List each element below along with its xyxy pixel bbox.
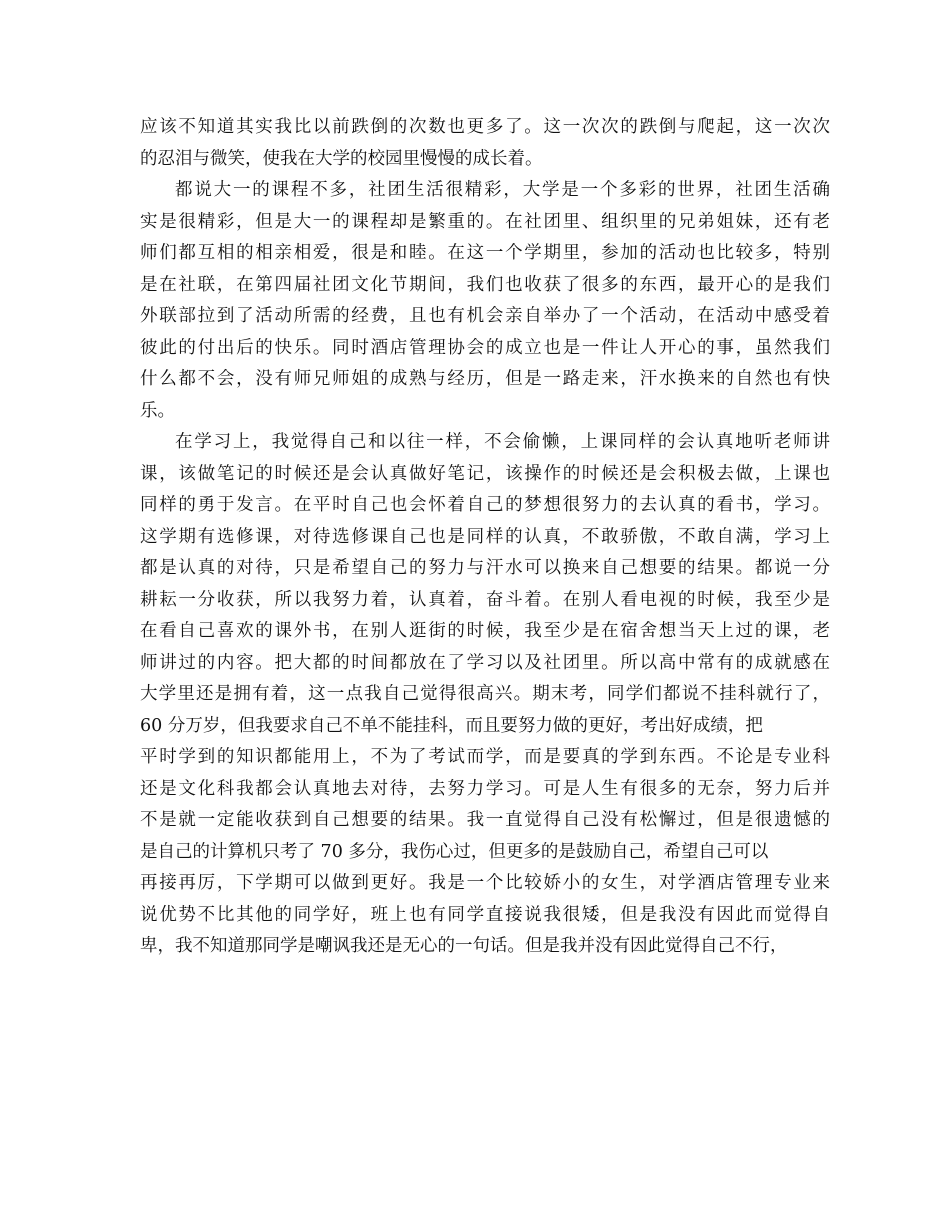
text-line: 在看自己喜欢的课外书，在别人逛街的时候，我至少是在宿舍想当天上过的课，老 <box>140 621 830 641</box>
text-line: 什么都不会，没有师兄师姐的成熟与经历，但是一路走来，汗水换来的自然也有快 <box>140 369 830 389</box>
text-line: 乐。 <box>140 400 175 421</box>
text-line: 同样的勇于发言。在平时自己也会怀着自己的梦想很努力的去认真的看书，学习。 <box>140 495 830 515</box>
text-line: 再接再厉，下学期可以做到更好。我是一个比较娇小的女生，对学酒店管理专业来 <box>140 873 830 893</box>
text-line: 60 分万岁，但我要求自己不单不能挂科，而且要努力做的更好，考出好成绩，把 <box>140 715 763 736</box>
paragraph <box>140 427 830 963</box>
text-line: 不是就一定能收获到自己想要的结果。我一直觉得自己没有松懈过，但是很遗憾的 <box>140 810 830 830</box>
text-line: 这学期有选修课，对待选修课自己也是同样的认真，不敢骄傲，不敢自满，学习上 <box>140 526 830 547</box>
text-line: 说优势不比其他的同学好，班上也有同学直接说我很矮，但是我没有因此而觉得自 <box>140 904 830 925</box>
text-line: 都是认真的对待，只是希望自己的努力与汗水可以换来自己想要的结果。都说一分 <box>140 558 830 578</box>
text-line: 外联部拉到了活动所需的经费，且也有机会亲自举办了一个活动，在活动中感受着 <box>140 306 830 326</box>
document-body <box>140 112 830 963</box>
text-line: 大学里还是拥有着，这一点我自己觉得很高兴。期末考，同学们都说不挂科就行了， <box>140 684 830 704</box>
text-line: 在学习上，我觉得自己和以往一样，不会偷懒，上课同样的会认真地听老师讲 <box>175 432 830 452</box>
text-line: 实是很精彩，但是大一的课程却是繁重的。在社团里、组织里的兄弟姐妹，还有老 <box>140 211 830 232</box>
text-line: 彼此的付出后的快乐。同时酒店管理协会的成立也是一件让人开心的事，虽然我们 <box>140 337 830 358</box>
text-line: 都说大一的课程不多，社团生活很精彩，大学是一个多彩的世界，社团生活确 <box>175 180 830 200</box>
text-line: 耕耘一分收获，所以我努力着，认真着，奋斗着。在别人看电视的时候，我至少是 <box>140 589 830 610</box>
text-line: 平时学到的知识都能用上，不为了考试而学，而是要真的学到东西。不论是专业科 <box>140 747 830 767</box>
text-line: 是在社联，在第四届社团文化节期间，我们也收获了很多的东西，最开心的是我们 <box>140 274 830 295</box>
text-line: 应该不知道其实我比以前跌倒的次数也更多了。这一次次的跌倒与爬起，这一次次 <box>140 117 830 137</box>
text-line: 还是文化科我都会认真地去对待，去努力学习。可是人生有很多的无奈，努力后并 <box>140 778 830 799</box>
paragraph <box>140 112 830 175</box>
text-line: 是自己的计算机只考了 70 多分，我伤心过，但更多的是鼓励自己，希望自己可以 <box>140 841 769 862</box>
text-line: 的忍泪与微笑，使我在大学的校园里慢慢的成长着。 <box>140 148 543 169</box>
paragraph <box>140 175 830 427</box>
text-line: 课，该做笔记的时候还是会认真做好笔记，该操作的时候还是会积极去做，上课也 <box>140 463 830 484</box>
text-line: 卑，我不知道那同学是嘲讽我还是无心的一句话。但是我并没有因此觉得自己不行， <box>140 936 788 956</box>
text-line: 师们都互相的相亲相爱，很是和睦。在这一个学期里，参加的活动也比较多，特别 <box>140 243 830 263</box>
text-line: 师讲过的内容。把大都的时间都放在了学习以及社团里。所以高中常有的成就感在 <box>140 652 830 673</box>
